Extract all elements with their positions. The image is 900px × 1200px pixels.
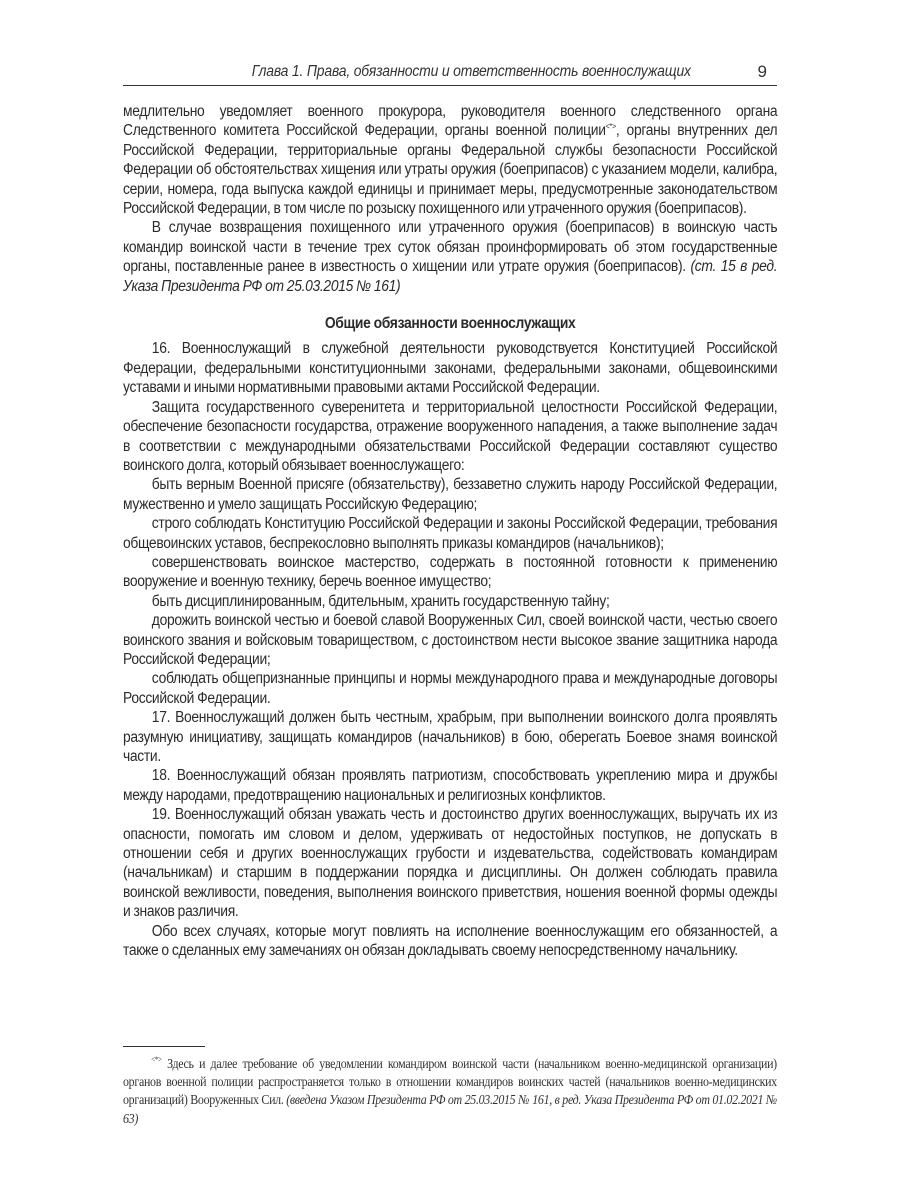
main-text: [123, 102, 777, 960]
duty-item: быть верным Военной присяге (обязательству), беззаветно служить народу Российской Федерации, мужественно и умело защищать Российскую Федерацию;: [123, 476, 778, 513]
section-heading: Общие обязанности военнослужащих: [324, 315, 576, 333]
footnote-mark: <*>: [151, 1055, 162, 1064]
duty-item: быть дисциплинированным, бдительным, хранить государственную тайну;: [151, 592, 610, 610]
article-19: 19. Военнослужащий обязан уважать честь и достоинство других военнослужащих, выручать их из опасности, помогать им словом и делом, удерживать от недостойных поступков, не допускать в отношении себя и других военнослужащих грубости и издевательства, содействовать командирам (начальникам) и старшим в поддержании порядка и дисциплины. Он должен соблюдать правила воинской вежливости, поведения, выполнения воинского приветствия, ношения военной формы одежды и знаков различия.: [123, 806, 778, 921]
duty-item: строго соблюдать Конституцию Российской Федерации и законы Российской Федерации, требования общевоинских уставов, беспрекословно выполнять приказы командиров (начальников);: [123, 515, 778, 552]
article-16: 16. Военнослужащий в служебной деятельности руководствуется Конституцией Российской Федерации, федеральными конституционными законами, федеральными законами, общевоинскими уставами и иными нормативными правовыми актами Российской Федерации.: [123, 340, 778, 397]
chapter-title: Глава 1. Права, обязанности и ответственность военнослужащих: [251, 63, 691, 80]
footnote-amendment-note: (введена Указом Президента РФ от 25.03.2015 № 161, в ред. Указа Президента РФ от 01.02.2021 № 63): [123, 1092, 777, 1126]
amendment-note: (ст. 15 в ред. Указа Президента РФ от 25.03.2015 № 161): [123, 258, 778, 295]
footnote: [123, 1055, 777, 1128]
paragraph-weapon-return: В случае возвращения похищенного или утраченного оружия (боеприпасов) в воинскую часть командир воинской части в течение трех суток обязан проинформировать об этом государственные органы, поставленные ранее в известность о хищении или утрате оружия (боеприпасов). (ст. 15 в ред. Указа Президента РФ от 25.03.2015 № 161): [123, 219, 778, 295]
page-number: 9: [757, 62, 767, 81]
article-17: 17. Военнослужащий должен быть честным, храбрым, при выполнении воинского долга проявлять разумную инициативу, защищать командиров (начальников) в бою, оберегать Боевое знамя воинской части.: [123, 709, 778, 765]
footnote-reference[interactable]: <*>: [605, 122, 616, 132]
paragraph-continuation: медлительно уведомляет военного прокурора, руководителя военного следственного органа Следственного комитета Российской Федерации, органы военной полиции<*>, органы внутренних дел Российской Федерации, территориальные органы Федеральной службы безопасности Российской Федерации об обстоятельствах хищения или утраты оружия (боеприпасов) с указанием модели, калибра, серии, номера, года выпуска каждой единицы и принимает меры, предусмотренные законодательством Российской Федерации, в том числе по розыску похищенного или утраченного оружия (боеприпасов).: [123, 103, 778, 218]
article-18: 18. Военнослужащий обязан проявлять патриотизм, способствовать укреплению мира и дружбы между народами, предотвращению национальных и религиозных конфликтов.: [123, 767, 778, 804]
duty-item: дорожить воинской честью и боевой славой Вооруженных Сил, своей воинской части, честью своего воинского звания и войсковым товариществом, с достоинством нести высокое звание защитника народа Российской Федерации;: [123, 612, 778, 668]
paragraph-reporting: Обо всех случаях, которые могут повлиять на исполнение военнослужащим его обязанностей, а также о сделанных ему замечаниях он обязан докладывать своему непосредственному начальнику.: [123, 922, 778, 960]
paragraph-duty-essence: Защита государственного суверенитета и территориальной целостности Российской Федерации, обеспечение безопасности государства, отражение вооруженного нападения, а также выполнение задач в соответствии с международными обязательствами Российской Федерации составляют существо воинского долга, который обязывает военнослужащего:: [123, 398, 778, 474]
running-header: [123, 61, 777, 86]
duty-item: соблюдать общепризнанные принципы и нормы международного права и международные договоры Российской Федерации.: [123, 670, 778, 707]
duty-item: совершенствовать воинское мастерство, содержать в постоянной готовности к применению вооружение и военную технику, беречь военное имущество;: [123, 553, 778, 591]
footnote-divider: [123, 1046, 205, 1047]
footnote-text: Здесь и далее требование об уведомлении командиром воинской части (начальником военно-медицинской организации) органов военной полиции распространяется только в отношении командиров воинских частей (начальников военно-медицинских организаций) Вооруженных Сил.: [123, 1056, 777, 1108]
